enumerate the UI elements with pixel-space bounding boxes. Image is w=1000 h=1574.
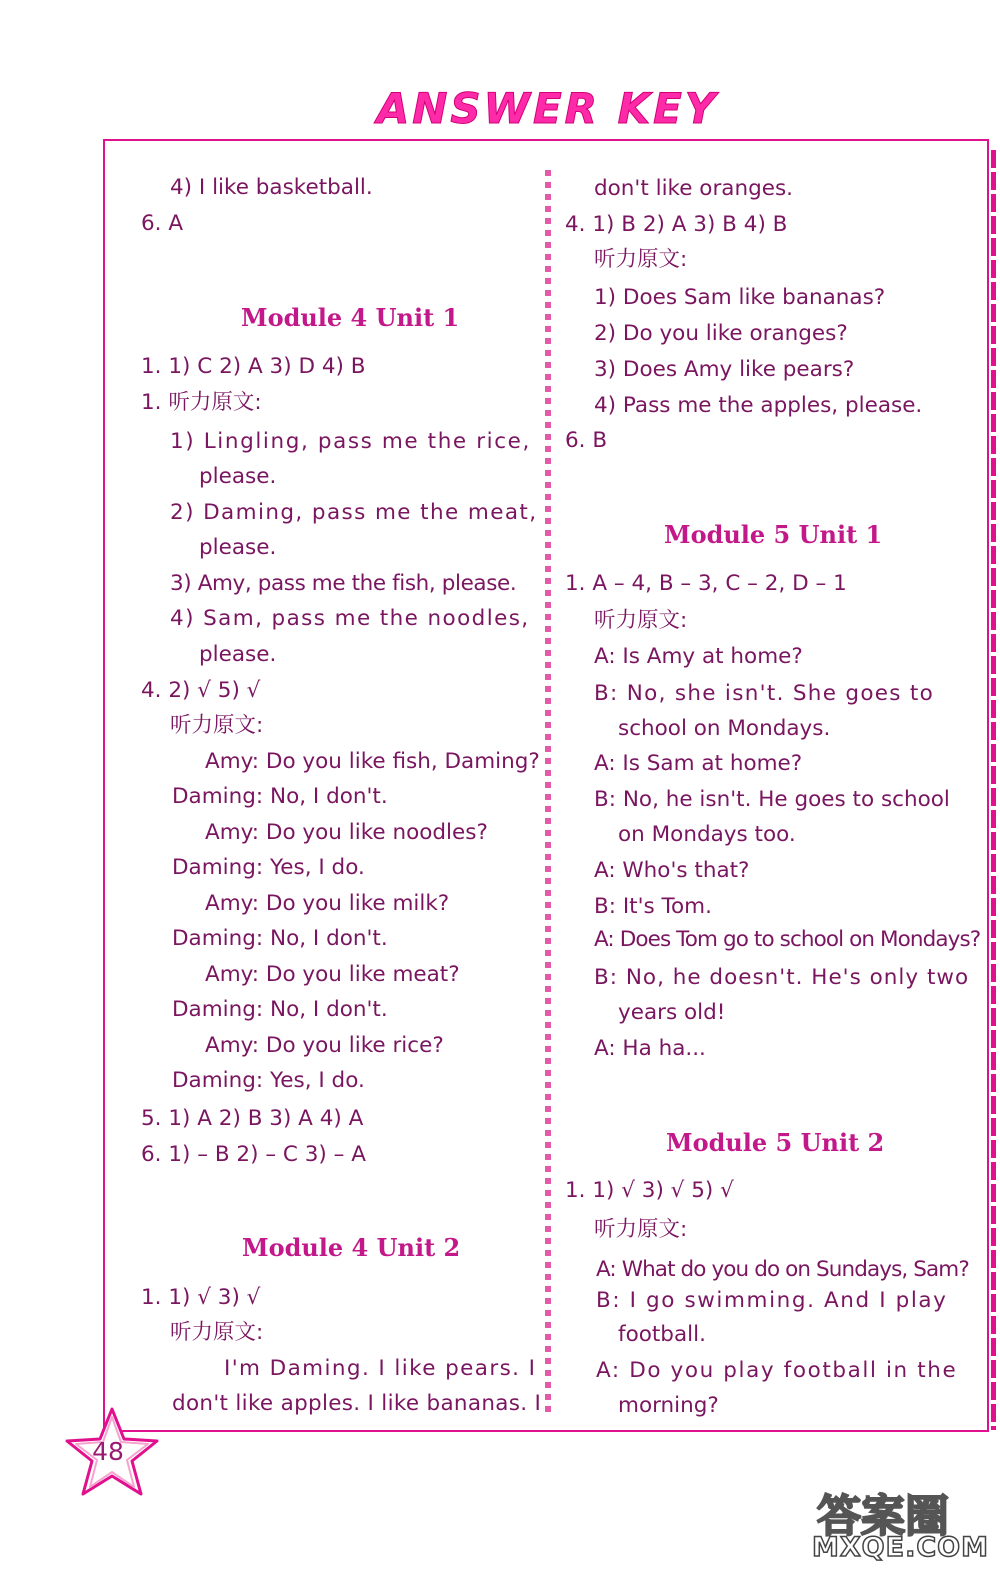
answer-line: please. [199,535,277,560]
answer-line: please. [199,642,277,667]
dialogue-line: Amy: Do you like noodles? [205,820,488,845]
answer-line: 1. 听力原文: [141,390,262,415]
page-title: ANSWER KEY [376,84,719,133]
answer-line: 听力原文: [170,713,264,738]
column-divider [545,170,551,1415]
answer-line: don't like oranges. [594,176,794,201]
dialogue-line: years old! [618,1000,726,1025]
watermark-logo: 答案圈 [817,1491,949,1542]
section-heading: Module 4 Unit 2 [242,1233,461,1262]
dialogue-line: Daming: No, I don't. [172,784,388,809]
answer-line: 1. A – 4, B – 3, C – 2, D – 1 [565,571,847,596]
answer-line: 4. 2) √ 5) √ [141,678,261,703]
answer-line: 4) Pass me the apples, please. [594,393,923,418]
dialogue-line: B: It's Tom. [594,894,712,919]
dialogue-line: school on Mondays. [618,716,831,741]
dialogue-line: Daming: No, I don't. [172,997,388,1022]
answer-line: 6. A [141,211,184,236]
dialogue-line: Daming: No, I don't. [172,926,388,951]
answer-line: 1. 1) C 2) A 3) D 4) B [141,354,366,379]
dialogue-line: Amy: Do you like milk? [205,891,450,916]
dialogue-line: A: Ha ha... [594,1036,706,1061]
dialogue-line: morning? [618,1393,719,1418]
page-number: 48 [92,1437,124,1466]
dialogue-line: Amy: Do you like meat? [205,962,460,987]
answer-line: don't like apples. I like bananas. I [172,1391,542,1416]
answer-line: 2) Daming, pass me the meat, [170,500,538,525]
section-heading: Module 5 Unit 2 [666,1128,885,1157]
answer-line: 5. 1) A 2) B 3) A 4) A [141,1106,364,1131]
answer-line: 3) Does Amy like pears? [594,357,855,382]
dialogue-line: A: Who's that? [594,858,750,883]
answer-line: 1) Lingling, pass me the rice, [170,429,531,454]
dialogue-line: A: What do you do on Sundays, Sam? [596,1257,969,1282]
dialogue-line: Amy: Do you like rice? [205,1033,444,1058]
watermark [812,1480,992,1566]
answer-line: 2) Do you like oranges? [594,321,848,346]
dialogue-line: A: Do you play football in the [596,1358,958,1383]
dialogue-line: A: Does Tom go to school on Mondays? [594,927,981,952]
answer-line: 听力原文: [170,1320,264,1345]
dialogue-line: Daming: Yes, I do. [172,855,365,880]
dialogue-line: A: Is Amy at home? [594,644,803,669]
answer-line: 3) Amy, pass me the fish, please. [170,571,517,596]
answer-line: I'm Daming. I like pears. I [224,1356,537,1381]
answer-line: 听力原文: [594,1217,688,1242]
dialogue-line: A: Is Sam at home? [594,751,803,776]
answer-line: please. [199,464,277,489]
dialogue-line: B: I go swimming. And I play [596,1288,948,1313]
dialogue-line: B: No, he isn't. He goes to school [594,787,950,812]
dialogue-line: B: No, she isn't. She goes to [594,681,935,706]
dialogue-line: Amy: Do you like fish, Daming? [205,749,540,774]
answer-line: 1) Does Sam like bananas? [594,285,886,310]
dialogue-line: on Mondays too. [618,822,796,847]
answer-line: 听力原文: [594,608,688,633]
answer-line: 4) I like basketball. [170,175,373,200]
answer-line: 4) Sam, pass me the noodles, [170,606,530,631]
answer-line: 1. 1) √ 3) √ 5) √ [565,1178,734,1203]
section-heading: Module 5 Unit 1 [664,520,883,549]
dialogue-line: Daming: Yes, I do. [172,1068,365,1093]
answer-line: 6. B [565,428,608,453]
edge-decoration [991,150,996,1430]
answer-line: 听力原文: [594,247,688,272]
answer-line: 1. 1) √ 3) √ [141,1285,261,1310]
answer-line: 4. 1) B 2) A 3) B 4) B [565,212,788,237]
watermark-url: MXQE.COM [812,1532,989,1563]
section-heading: Module 4 Unit 1 [241,303,460,332]
dialogue-line: B: No, he doesn't. He's only two [594,965,970,990]
dialogue-line: football. [618,1322,706,1347]
answer-line: 6. 1) – B 2) – C 3) – A [141,1142,366,1167]
